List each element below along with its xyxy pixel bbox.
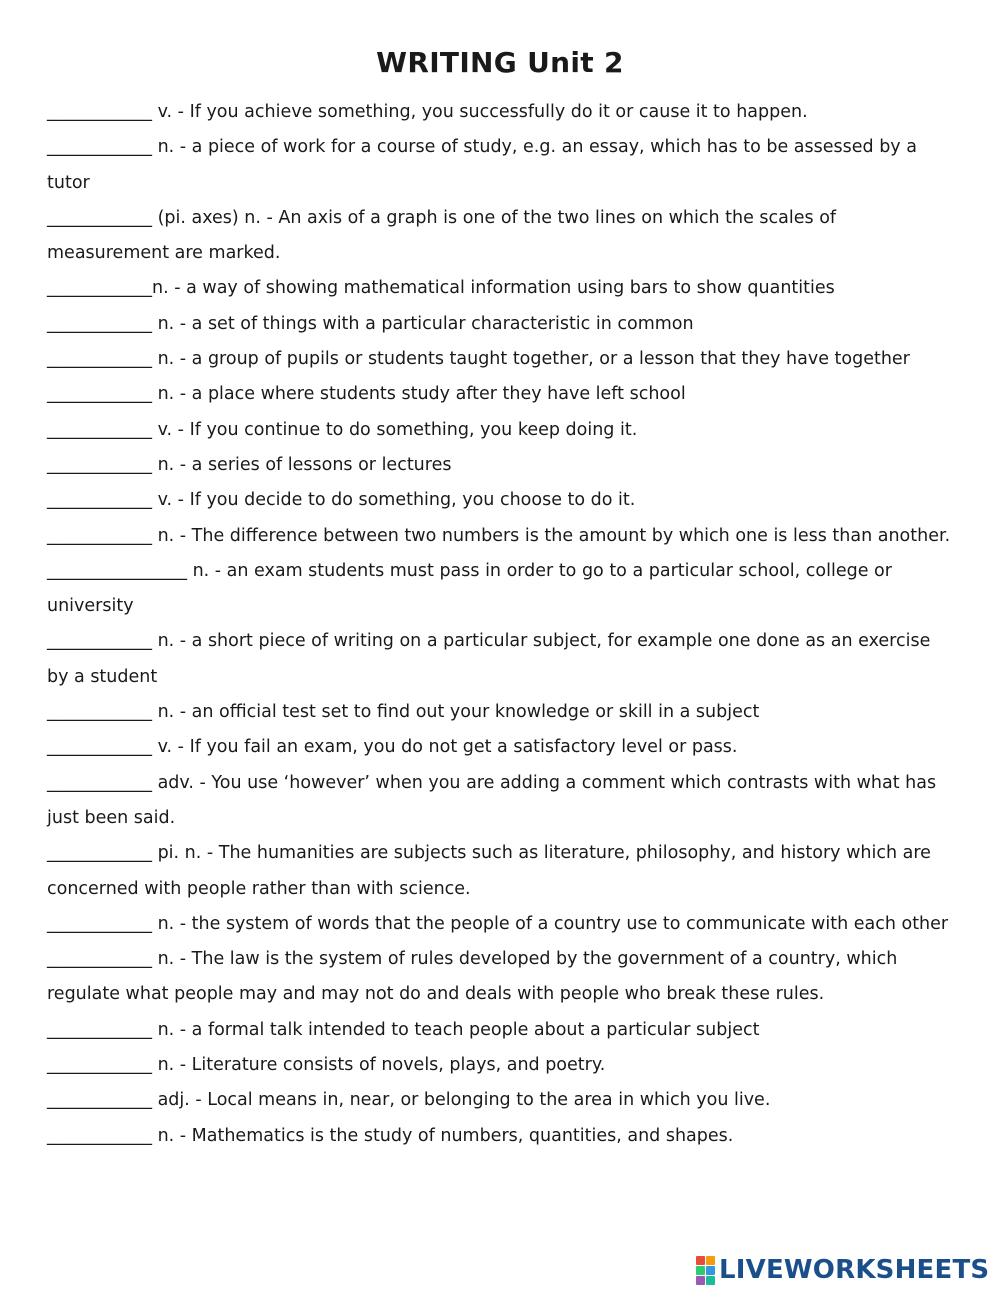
logo-text: LIVEWORKSHEETS	[719, 1255, 990, 1285]
definition-item	[47, 201, 957, 272]
definition-item	[47, 483, 957, 518]
answer-blank[interactable]: ____________	[47, 102, 152, 122]
answer-blank[interactable]: ____________	[47, 772, 152, 793]
definition-text: n. - The law is the system of rules developed by the government of a country, which regulate what people may and may not do and deals with people who break these rules.	[47, 949, 898, 1005]
answer-blank[interactable]: ____________	[47, 419, 152, 440]
definition-item	[47, 271, 957, 306]
answer-blank[interactable]: ____________	[47, 631, 152, 652]
definition-text: n. - a series of lessons or lectures	[152, 454, 452, 475]
definition-text: n. - a piece of work for a course of study, e.g. an essay, which has to be assessed by a tutor	[47, 137, 917, 193]
definition-item	[47, 942, 957, 1013]
answer-blank[interactable]: ____________	[47, 1055, 152, 1076]
definition-text: n. - a group of pupils or students taught together, or a lesson that they have together	[152, 349, 910, 370]
definition-item	[47, 413, 957, 448]
definition-text: n. - the system of words that the people of a country use to communicate with each other	[152, 913, 949, 934]
definition-text: n. - a way of showing mathematical information using bars to show quantities	[152, 278, 835, 299]
definition-item	[47, 1119, 957, 1154]
answer-blank[interactable]: ____________	[47, 278, 152, 299]
definition-text: n. - The difference between two numbers is the amount by which one is less than another.	[152, 525, 951, 546]
worksheet-items	[47, 95, 957, 1154]
definition-item	[47, 1048, 957, 1083]
definition-item	[47, 448, 957, 483]
answer-blank[interactable]: ____________	[47, 349, 152, 370]
definition-item	[47, 519, 957, 554]
answer-blank[interactable]: ____________	[47, 843, 152, 864]
logo-square	[696, 1256, 705, 1265]
definition-item	[47, 377, 957, 412]
answer-blank[interactable]: ____________	[47, 137, 152, 158]
answer-blank[interactable]: ____________	[47, 737, 152, 758]
definition-text: v. - If you fail an exam, you do not get a satisfactory level or pass.	[152, 737, 738, 758]
definition-item	[47, 95, 957, 130]
definition-text: v. - If you achieve something, you successfully do it or cause it to happen.	[152, 102, 808, 122]
definition-text: n. - a formal talk intended to teach people about a particular subject	[152, 1019, 760, 1040]
definition-item	[47, 1083, 957, 1118]
definition-text: pi. n. - The humanities are subjects such as literature, philosophy, and history which are concerned with people rather than with science.	[47, 843, 931, 899]
logo-square	[706, 1256, 715, 1265]
definition-text: (pi. axes) n. - An axis of a graph is one of the two lines on which the scales of measurement are marked.	[47, 207, 837, 264]
definition-text: adj. - Local means in, near, or belonging to the area in which you live.	[152, 1090, 771, 1111]
definition-item	[47, 730, 957, 765]
answer-blank[interactable]: ________________	[47, 560, 187, 581]
definition-item	[47, 695, 957, 730]
answer-blank[interactable]: ____________	[47, 207, 152, 228]
definition-item	[47, 342, 957, 377]
definition-item	[47, 130, 957, 201]
definition-text: n. - Mathematics is the study of numbers, quantities, and shapes.	[152, 1125, 734, 1146]
definition-text: adv. - You use ‘however’ when you are adding a comment which contrasts with what has just been said.	[47, 772, 937, 828]
answer-blank[interactable]: ____________	[47, 525, 152, 546]
definition-item	[47, 1013, 957, 1048]
answer-blank[interactable]: ____________	[47, 702, 152, 723]
definition-text: n. - Literature consists of novels, plays, and poetry.	[152, 1055, 606, 1076]
definition-item	[47, 836, 957, 907]
logo-grid-icon	[696, 1256, 715, 1285]
answer-blank[interactable]: ____________	[47, 949, 152, 970]
answer-blank[interactable]: ____________	[47, 313, 152, 334]
definition-text: v. - If you continue to do something, you keep doing it.	[152, 419, 638, 440]
answer-blank[interactable]: ____________	[47, 1090, 152, 1111]
answer-blank[interactable]: ____________	[47, 1125, 152, 1146]
definition-item	[47, 307, 957, 342]
definition-item	[47, 766, 957, 837]
definition-item	[47, 554, 957, 625]
logo-square	[696, 1266, 705, 1275]
definition-text: n. - an exam students must pass in order to go to a particular school, college or university	[47, 560, 892, 617]
definition-item	[47, 624, 957, 695]
definition-text: n. - a place where students study after they have left school	[152, 384, 686, 405]
liveworksheets-logo[interactable]	[696, 1254, 989, 1286]
definition-text: n. - a short piece of writing on a particular subject, for example one done as an exercise by a student	[47, 631, 931, 687]
answer-blank[interactable]: ____________	[47, 913, 152, 934]
definition-text: v. - If you decide to do something, you choose to do it.	[152, 490, 636, 511]
logo-square	[696, 1276, 705, 1285]
definition-text: n. - a set of things with a particular characteristic in common	[152, 313, 694, 334]
answer-blank[interactable]: ____________	[47, 490, 152, 511]
logo-square	[706, 1266, 715, 1275]
logo-square	[706, 1276, 715, 1285]
answer-blank[interactable]: ____________	[47, 454, 152, 475]
definition-text: n. - an official test set to find out your knowledge or skill in a subject	[152, 702, 760, 723]
answer-blank[interactable]: ____________	[47, 1019, 152, 1040]
answer-blank[interactable]: ____________	[47, 384, 152, 405]
page-title: WRITING Unit 2	[376, 46, 624, 79]
definition-item	[47, 907, 957, 942]
